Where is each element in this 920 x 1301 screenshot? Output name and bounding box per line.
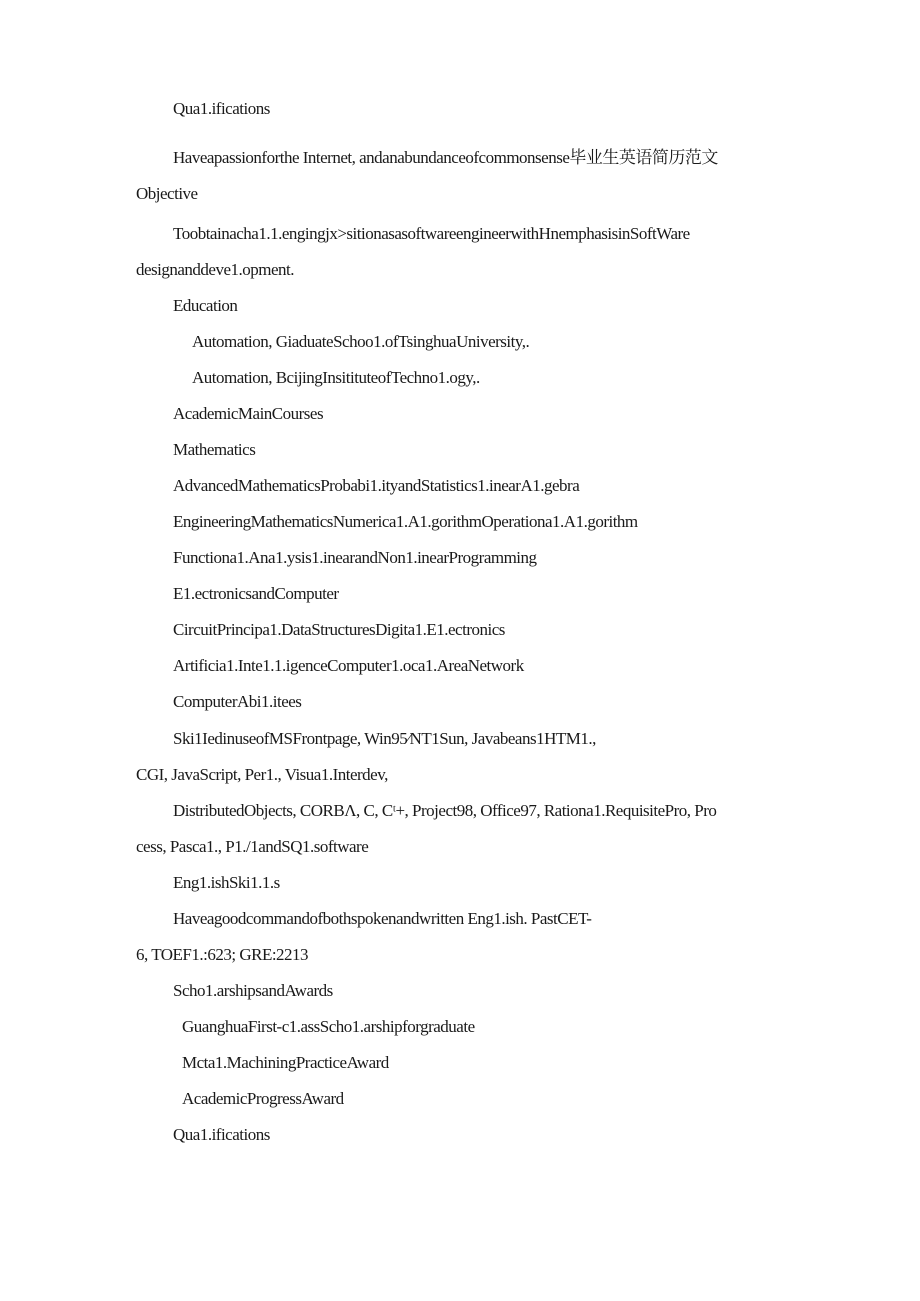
- section-heading: Qua1.ifications: [173, 1125, 270, 1144]
- list-item: Automation, GiaduateSchoo1.ofTsinghuaUniversity,.: [192, 332, 530, 351]
- section-heading: Eng1.ishSki1.1.s: [173, 873, 280, 892]
- section-heading: AcademicMainCourses: [173, 404, 324, 423]
- list-item: AdvancedMathematicsProbabi1.ityandStatistics1.inearA1.gebra: [173, 476, 580, 495]
- paragraph-line: cess, Pasca1., P1./1andSQ1.software: [136, 837, 369, 856]
- list-item: Functiona1.Ana1.ysis1.inearandNon1.inearProgramming: [173, 548, 537, 567]
- paragraph-line: Haveapassionforthe Internet, andanabundanceofcommonsense毕业生英语简历范文: [173, 148, 718, 167]
- list-item: CircuitPrincipa1.DataStructuresDigita1.E1.ectronics: [173, 620, 505, 639]
- paragraph-line: Haveagoodcommandofbothspokenandwritten Eng1.ish. PastCET-: [173, 909, 592, 928]
- list-item: Artificia1.Inte1.1.igenceComputer1.oca1.AreaNetwork: [173, 656, 524, 675]
- subsection-heading: E1.ectronicsandComputer: [173, 584, 339, 603]
- section-heading: Qua1.ifications: [173, 99, 270, 118]
- list-item: GuanghuaFirst-c1.assScho1.arshipforgraduate: [182, 1017, 475, 1036]
- list-item: EngineeringMathematicsNumerica1.A1.gorithmOperationa1.A1.gorithm: [173, 512, 638, 531]
- paragraph-line: designanddeve1.opment.: [136, 260, 295, 279]
- paragraph-line: Toobtainacha1.1.engingjx>sitionasasoftwareengineerwithHnemphasisinSoftWare: [173, 224, 690, 243]
- paragraph-line: Ski1IedinuseofMSFrontpage, Win95⁄NT1Sun, Javabeans1HTM1.,: [173, 729, 596, 748]
- list-item: AcademicProgressAward: [182, 1089, 344, 1108]
- section-heading: Education: [173, 296, 238, 315]
- subsection-heading: Mathematics: [173, 440, 256, 459]
- paragraph-line: CGI, JavaScript, Per1., Visua1.Interdev,: [136, 765, 388, 784]
- section-heading: Scho1.arshipsandAwards: [173, 981, 333, 1000]
- section-heading: ComputerAbi1.itees: [173, 692, 302, 711]
- paragraph-line: DistributedObjects, CORBΛ, C, Cᵗ+, Project98, Office97, Rationa1.RequisitePro, Pro: [173, 801, 717, 820]
- section-heading: Objective: [136, 184, 198, 203]
- list-item: Mcta1.MachiningPracticeAward: [182, 1053, 389, 1072]
- list-item: Automation, BcijingInsitituteofTechno1.ogy,.: [192, 368, 480, 387]
- paragraph-line: 6, TOEF1.:623; GRE:2213: [136, 945, 309, 964]
